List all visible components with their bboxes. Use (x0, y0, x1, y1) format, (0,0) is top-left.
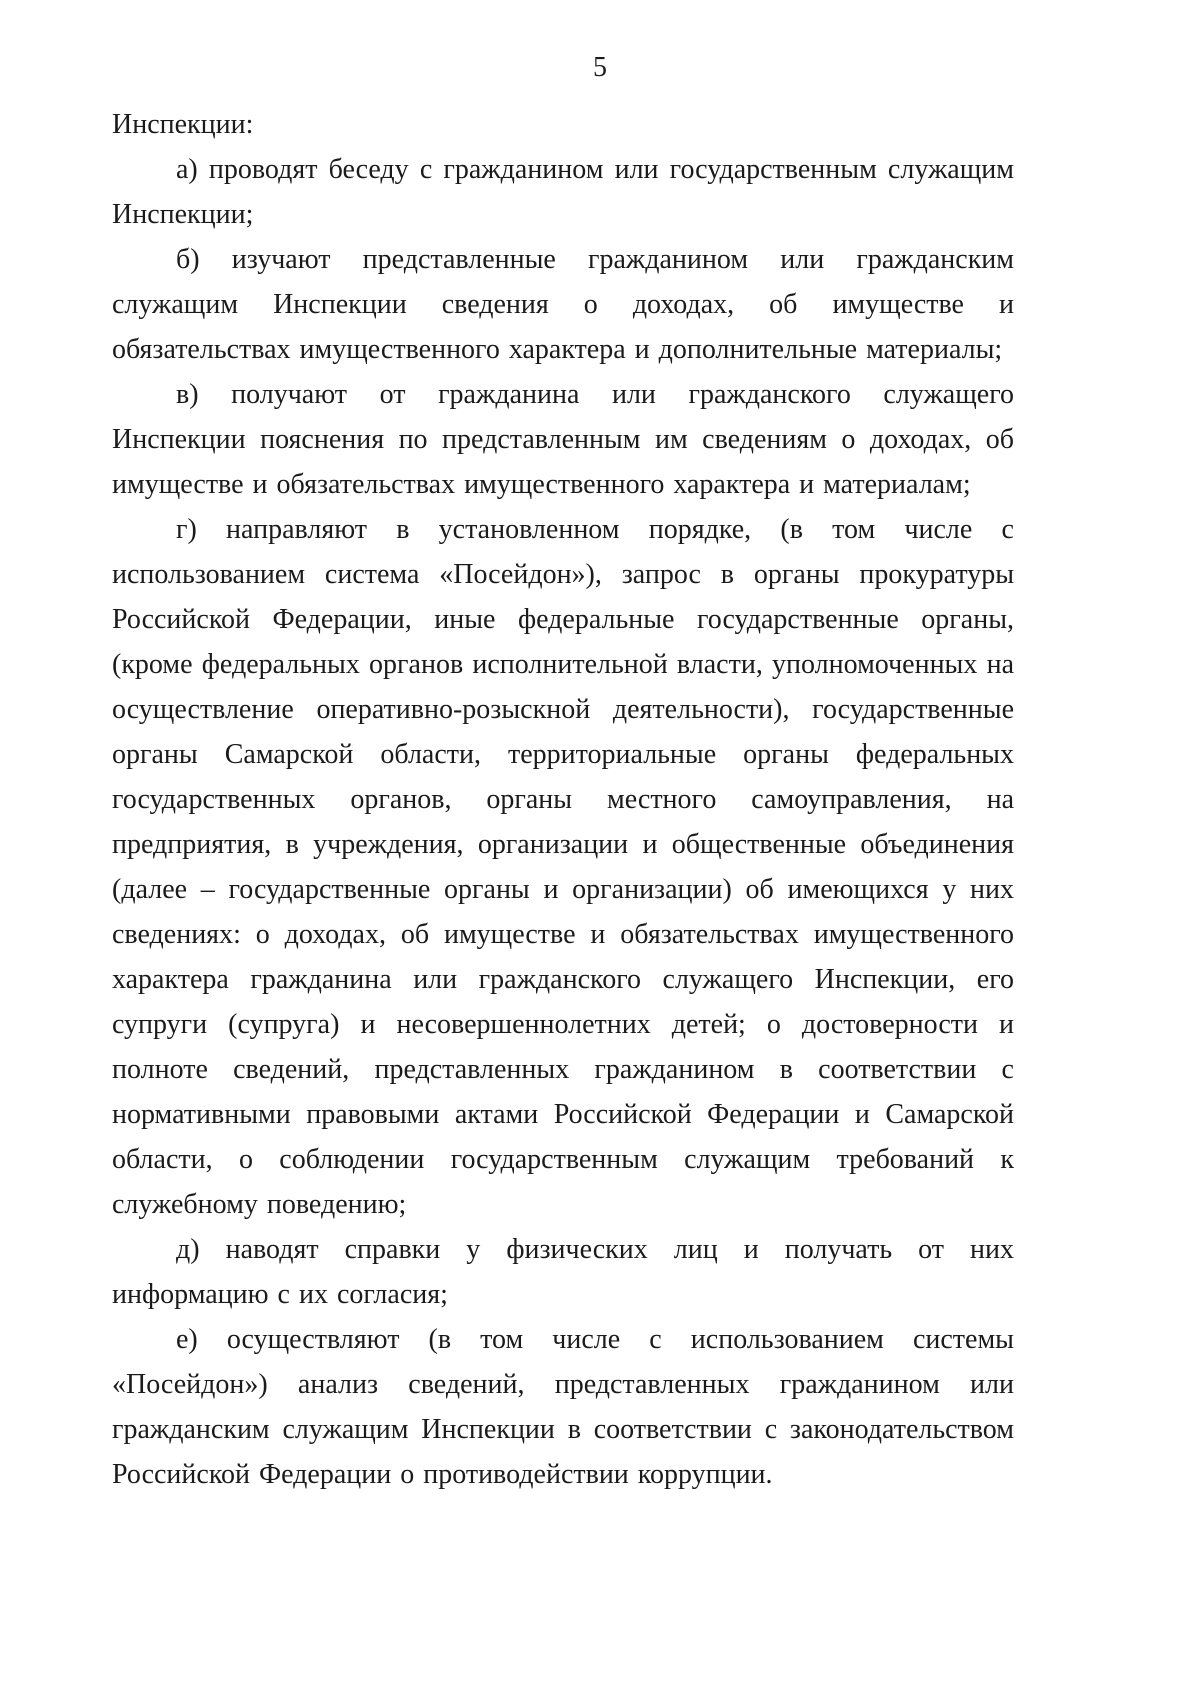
paragraph-continuation: Инспекции: (112, 109, 254, 140)
paragraph-item-a: а) проводят беседу с гражданином или государственным служащим Инспекции; (112, 154, 1014, 230)
paragraph-item-b: б) изучают представленные гражданином или гражданским служащим Инспекции сведения о доходах, об имуществе и обязательствах имущественного характера и дополнительные материалы; (112, 244, 1014, 365)
paragraph-item-e: е) осуществляют (в том числе с использованием системы «Посейдон») анализ сведений, представленных гражданином или гражданским служащим Инспекции в соответствии с законодательством Российской Федерации о противодействии коррупции. (112, 1324, 1014, 1490)
document-body (112, 102, 1014, 1497)
paragraph-item-d: д) наводят справки у физических лиц и получать от них информацию с их согласия; (112, 1234, 1014, 1310)
paragraph-item-g: г) направляют в установленном порядке, (в том числе с использованием система «Посейдон»), запрос в органы прокуратуры Российской Федерации, иные федеральные государственные органы, (кроме федеральных органов исполнительной власти, уполномоченных на осуществление оперативно-розыскной деятельности), государственные органы Самарской области, территориальные органы федеральных государственных органов, органы местного самоуправления, на предприятия, в учреждения, организации и общественные объединения (далее – государственные органы и организации) об имеющихся у них сведениях: о доходах, об имуществе и обязательствах имущественного характера гражданина или гражданского служащего Инспекции, его супруги (супруга) и несовершеннолетних детей; о достоверности и полноте сведений, представленных гражданином в соответствии с нормативными правовыми актами Российской Федерации и Самарской области, о соблюдении государственным служащим требований к служебному поведению; (112, 514, 1014, 1220)
paragraph-item-v: в) получают от гражданина или гражданского служащего Инспекции пояснения по представленным им сведениям о доходах, об имуществе и обязательствах имущественного характера и материалам; (112, 379, 1014, 500)
page-number: 5 (593, 52, 607, 83)
